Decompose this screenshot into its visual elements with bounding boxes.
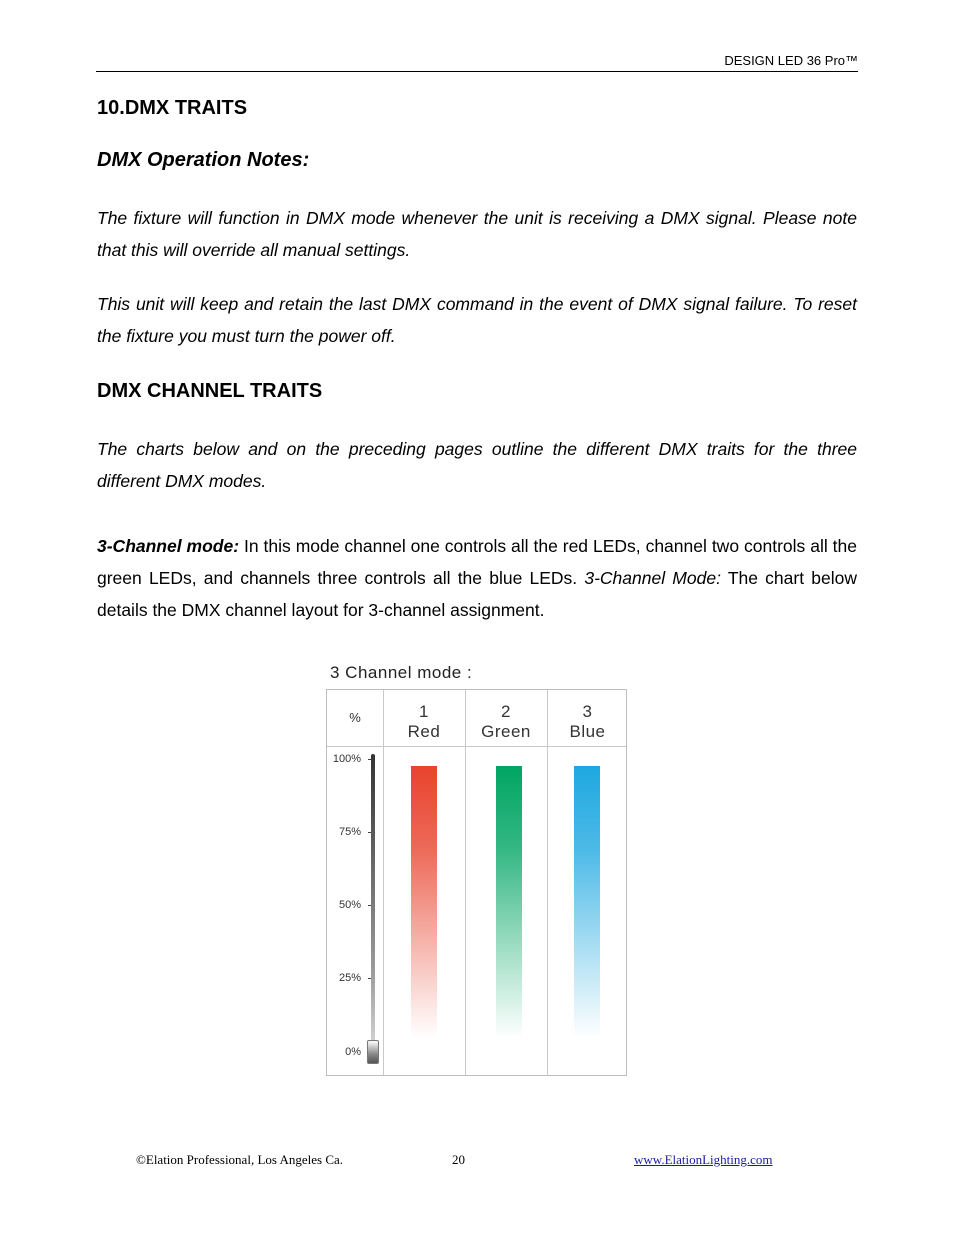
- channel-number: 1: [419, 702, 429, 721]
- section-number: 10.: [97, 97, 125, 119]
- column-header-red: [383, 702, 465, 742]
- footer-website-link[interactable]: www.ElationLighting.com: [634, 1152, 773, 1167]
- channel-name: Blue: [569, 722, 606, 741]
- channel-name: Green: [481, 722, 531, 741]
- three-channel-mode-para: [97, 530, 857, 626]
- chart-title: 3 Channel mode :: [330, 663, 473, 682]
- fader-thumb: [367, 1040, 379, 1064]
- channel-traits-heading: DMX CHANNEL TRAITS: [97, 380, 323, 402]
- header-row-divider: [327, 746, 626, 747]
- running-header: DESIGN LED 36 Pro™: [724, 53, 858, 68]
- channel-number: 2: [501, 702, 511, 721]
- column-header-green: [465, 702, 547, 742]
- column-divider-1: [383, 690, 384, 1075]
- column-divider-3: [547, 690, 548, 1075]
- channel-name: Red: [407, 722, 441, 741]
- red-gradient-bar: [411, 766, 437, 1038]
- tick-label-75: 75%: [338, 826, 361, 838]
- footer-copyright: ©Elation Professional, Los Angeles Ca.: [136, 1152, 344, 1167]
- channel-chart: [326, 689, 627, 1076]
- operation-notes-para-1: The fixture will function in DMX mode whenever the unit is receiving a DMX signal. Please note that this will override all manual settings.: [97, 208, 857, 260]
- footer-page-number: 20: [452, 1152, 465, 1167]
- section-heading: [97, 97, 247, 120]
- channel-number: 3: [582, 702, 593, 721]
- operation-notes-para-2: This unit will keep and retain the last DMX command in the event of DMX signal failure. To reset the fixture you must turn the power off.: [97, 294, 857, 346]
- mode-label: 3-Channel mode:: [97, 536, 240, 556]
- tick-label-25: 25%: [338, 972, 361, 984]
- tick-label-100: 100%: [332, 753, 361, 765]
- section-title: DMX TRAITS: [124, 97, 248, 119]
- fader-track: [371, 754, 375, 1060]
- operation-notes-heading: DMX Operation Notes:: [97, 149, 310, 171]
- mode-text-2: The chart below details the DMX channel layout for 3-channel assignment.: [97, 568, 858, 620]
- green-gradient-bar: [496, 766, 522, 1038]
- column-divider-2: [465, 690, 466, 1075]
- mode-inline-italic: 3-Channel Mode:: [584, 568, 721, 588]
- blue-gradient-bar: [574, 766, 600, 1038]
- tick-label-50: 50%: [338, 899, 361, 911]
- tick-label-0: 0%: [345, 1046, 361, 1058]
- channel-traits-para: The charts below and on the preceding pages outline the different DMX traits for the three different DMX modes.: [97, 439, 857, 491]
- column-header-blue: [547, 702, 628, 742]
- mode-text-1: In this mode channel one controls all the red LEDs, channel two controls all the green LEDs, and channels three controls all the blue LEDs.: [97, 536, 857, 588]
- percent-header: %: [349, 710, 361, 725]
- header-rule: [96, 71, 858, 72]
